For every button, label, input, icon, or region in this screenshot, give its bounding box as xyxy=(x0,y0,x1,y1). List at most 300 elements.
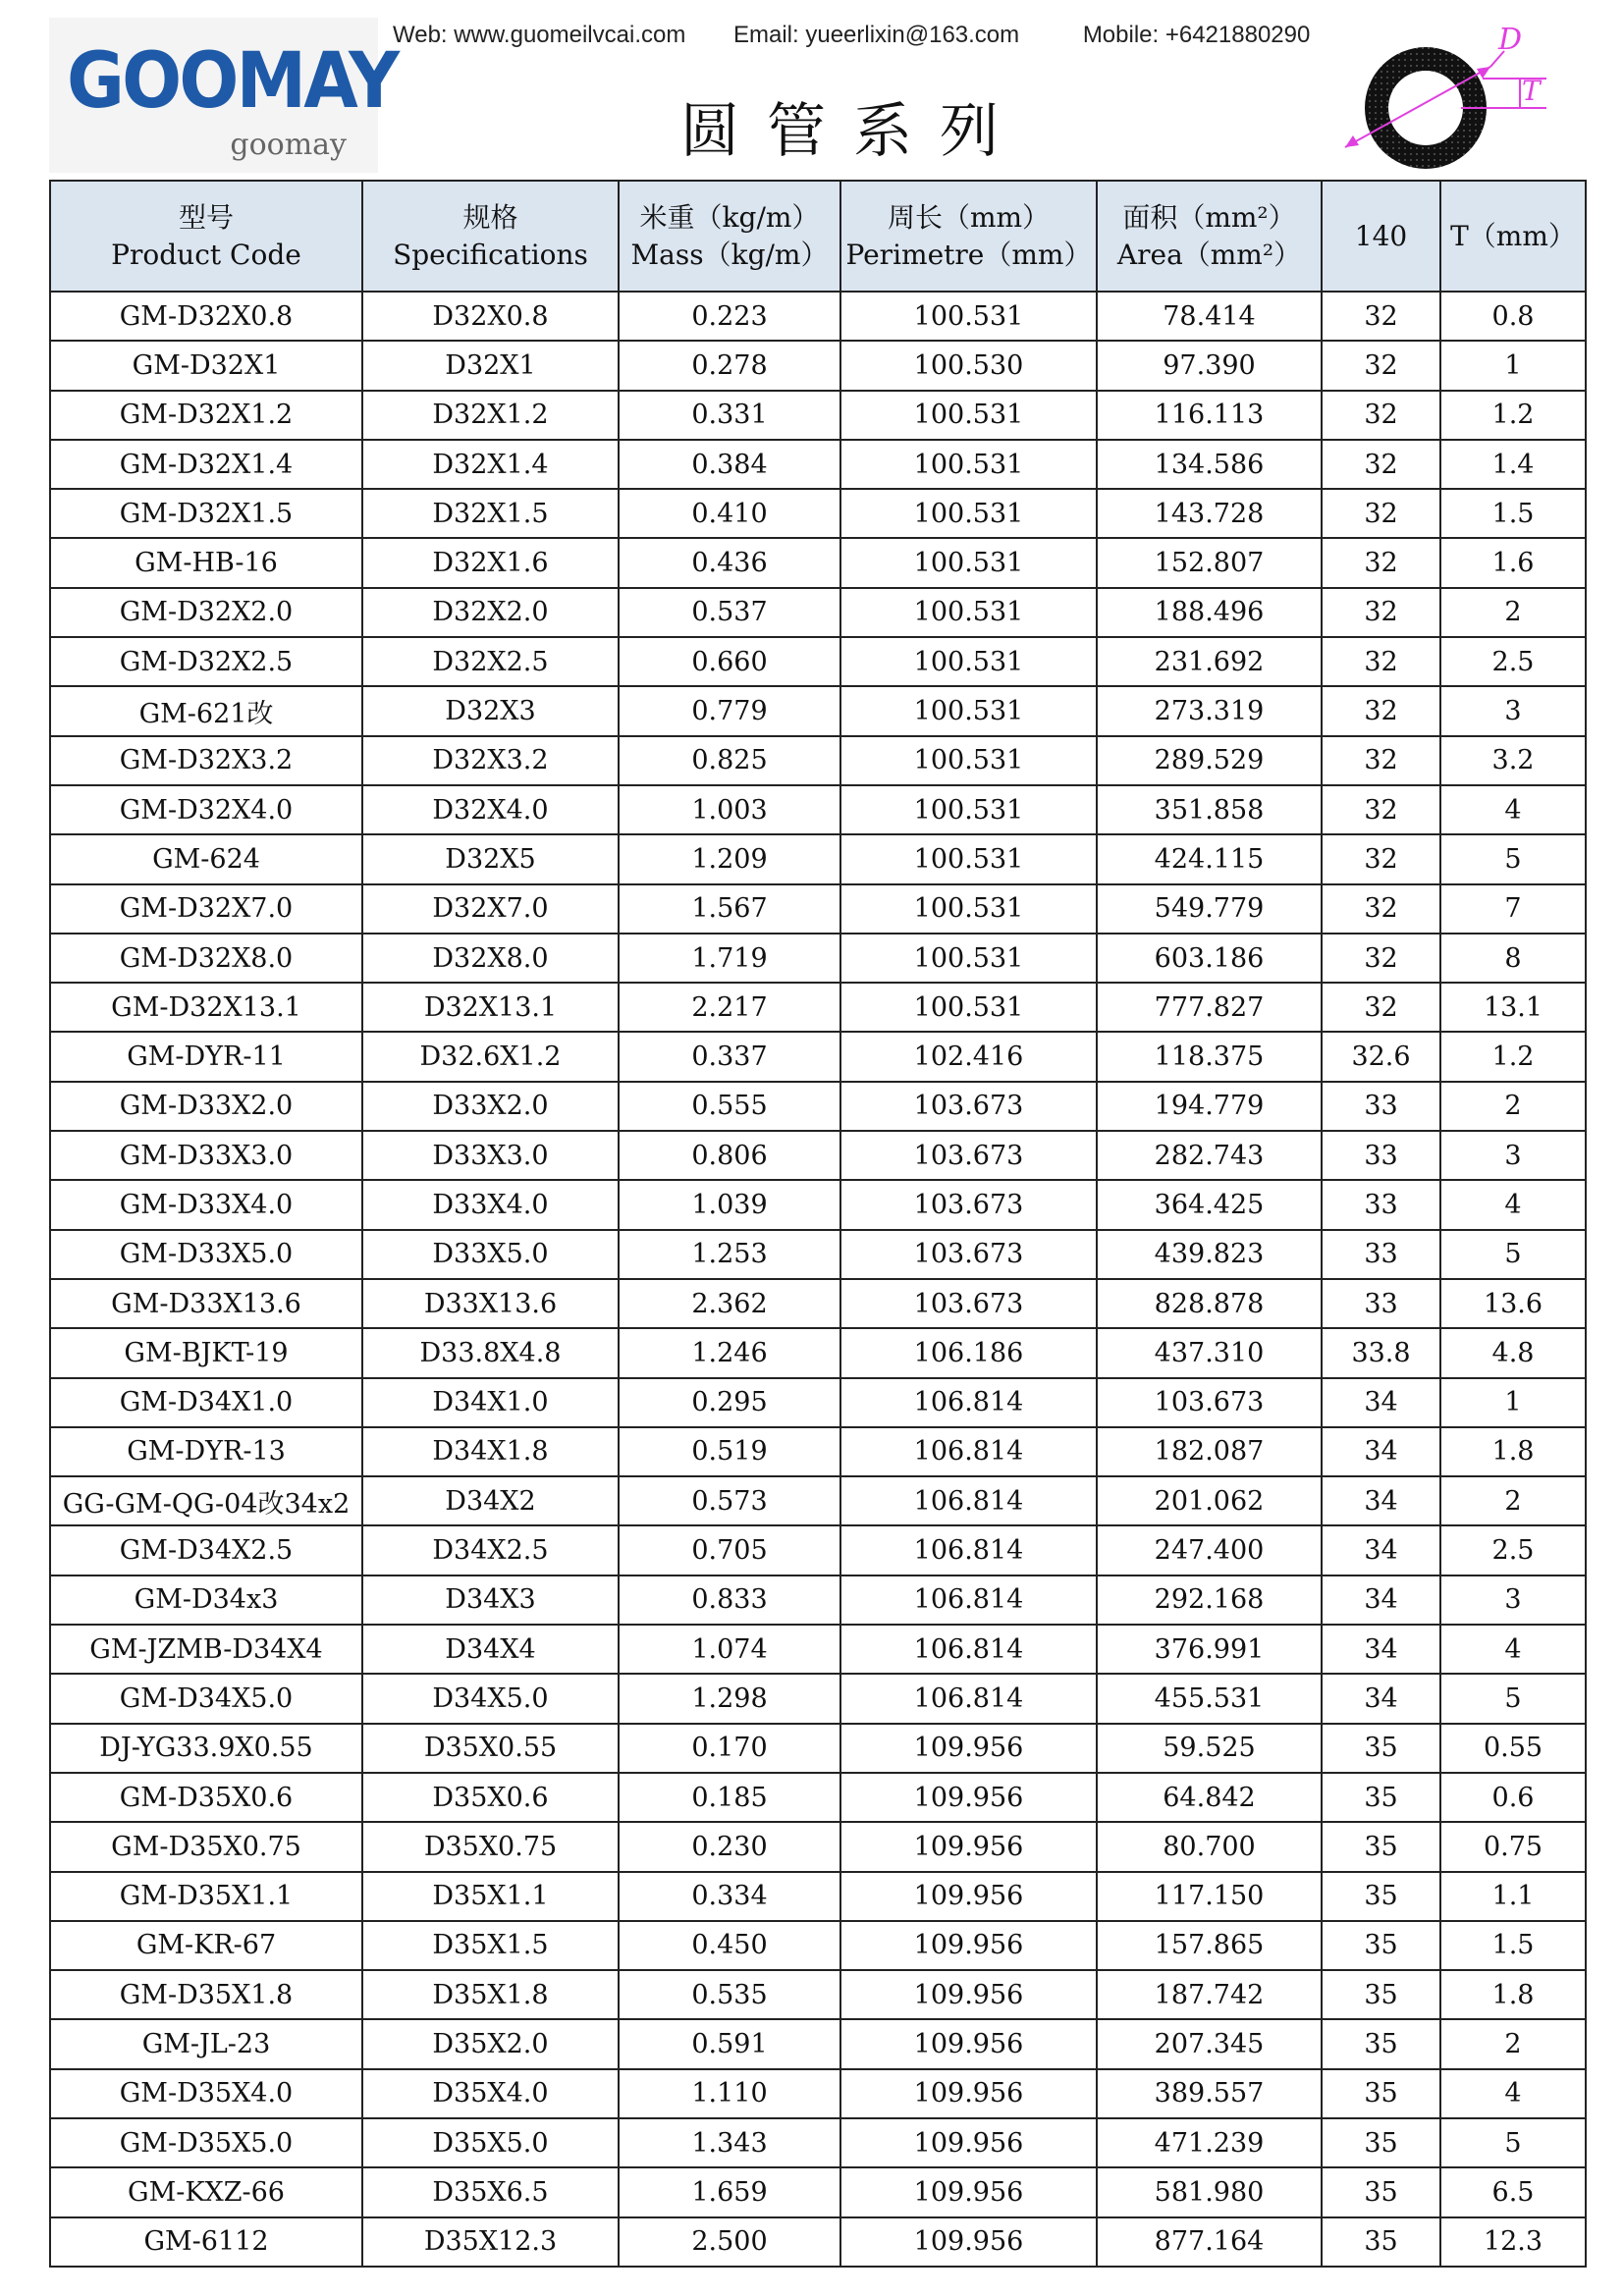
cell-area: 78.414 xyxy=(1097,292,1322,341)
cell-perimetre: 103.673 xyxy=(840,1230,1097,1279)
table-row xyxy=(50,884,1586,934)
cell-product-code: GM-D35X5.0 xyxy=(50,2118,362,2167)
table-row xyxy=(50,2118,1586,2167)
cell-specification: D34X4 xyxy=(362,1625,619,1674)
tube-spec-table xyxy=(49,180,1587,2268)
cell-diameter: 35 xyxy=(1322,1773,1440,1822)
cell-perimetre: 100.531 xyxy=(840,440,1097,489)
contact-web: Web: www.guomeilvcai.com xyxy=(393,22,686,48)
cell-mass: 0.825 xyxy=(619,736,840,785)
cell-mass: 0.833 xyxy=(619,1575,840,1625)
cell-product-code: GM-DYR-11 xyxy=(50,1032,362,1081)
cell-specification: D34X1.0 xyxy=(362,1378,619,1427)
cell-perimetre: 103.673 xyxy=(840,1082,1097,1131)
cell-perimetre: 109.956 xyxy=(840,2217,1097,2267)
cell-perimetre: 106.814 xyxy=(840,1525,1097,1575)
cell-diameter: 34 xyxy=(1322,1427,1440,1476)
cell-diameter: 33 xyxy=(1322,1082,1440,1131)
table-row xyxy=(50,834,1586,883)
cell-perimetre: 100.531 xyxy=(840,834,1097,883)
cell-perimetre: 109.956 xyxy=(840,2069,1097,2118)
header-perimetre: 周长（mm） Perimetre（mm） xyxy=(840,181,1097,292)
cell-product-code: GM-D33X13.6 xyxy=(50,1279,362,1328)
cell-mass: 1.298 xyxy=(619,1674,840,1723)
table-row xyxy=(50,736,1586,785)
tube-cross-section-diagram xyxy=(1326,10,1551,177)
cell-specification: D34X2 xyxy=(362,1476,619,1525)
cell-product-code: GM-D34X2.5 xyxy=(50,1525,362,1575)
cell-thickness: 7 xyxy=(1440,884,1586,934)
cell-mass: 0.331 xyxy=(619,391,840,440)
table-row xyxy=(50,2217,1586,2267)
cell-diameter: 33 xyxy=(1322,1279,1440,1328)
cell-thickness: 1.5 xyxy=(1440,1921,1586,1970)
cell-area: 157.865 xyxy=(1097,1921,1322,1970)
cell-product-code: GM-D32X7.0 xyxy=(50,884,362,934)
table-row xyxy=(50,934,1586,983)
contact-bar xyxy=(393,22,1310,49)
cell-diameter: 32 xyxy=(1322,736,1440,785)
cell-diameter: 34 xyxy=(1322,1674,1440,1723)
cell-specification: D32X0.8 xyxy=(362,292,619,341)
table-row xyxy=(50,1032,1586,1081)
cell-diameter: 35 xyxy=(1322,1724,1440,1773)
cell-specification: D35X0.55 xyxy=(362,1724,619,1773)
cell-product-code: GM-D32X4.0 xyxy=(50,785,362,834)
table-row xyxy=(50,1131,1586,1180)
cell-area: 455.531 xyxy=(1097,1674,1322,1723)
cell-specification: D35X0.75 xyxy=(362,1822,619,1871)
cell-thickness: 5 xyxy=(1440,1230,1586,1279)
cell-specification: D33X4.0 xyxy=(362,1180,619,1229)
cell-thickness: 2.5 xyxy=(1440,1525,1586,1575)
cell-product-code: GM-D32X1.5 xyxy=(50,489,362,538)
table-row xyxy=(50,440,1586,489)
cell-specification: D33X3.0 xyxy=(362,1131,619,1180)
cell-perimetre: 106.186 xyxy=(840,1328,1097,1377)
cell-specification: D35X12.3 xyxy=(362,2217,619,2267)
cell-thickness: 3 xyxy=(1440,1575,1586,1625)
cell-perimetre: 109.956 xyxy=(840,1970,1097,2019)
table-row xyxy=(50,2167,1586,2216)
cell-perimetre: 106.814 xyxy=(840,1575,1097,1625)
table-header-row xyxy=(50,181,1586,292)
cell-mass: 1.253 xyxy=(619,1230,840,1279)
cell-diameter: 35 xyxy=(1322,2019,1440,2068)
cell-product-code: GM-D32X3.2 xyxy=(50,736,362,785)
cell-mass: 0.185 xyxy=(619,1773,840,1822)
cell-product-code: DJ-YG33.9X0.55 xyxy=(50,1724,362,1773)
table-row xyxy=(50,1921,1586,1970)
cell-diameter: 34 xyxy=(1322,1476,1440,1525)
cell-diameter: 32 xyxy=(1322,884,1440,934)
cell-product-code: GM-D33X3.0 xyxy=(50,1131,362,1180)
cell-perimetre: 100.531 xyxy=(840,391,1097,440)
table-row xyxy=(50,1328,1586,1377)
cell-specification: D35X1.5 xyxy=(362,1921,619,1970)
table-row xyxy=(50,391,1586,440)
cell-area: 549.779 xyxy=(1097,884,1322,934)
table-row xyxy=(50,1724,1586,1773)
cell-mass: 1.003 xyxy=(619,785,840,834)
cell-perimetre: 109.956 xyxy=(840,2167,1097,2216)
cell-mass: 2.217 xyxy=(619,983,840,1032)
cell-area: 364.425 xyxy=(1097,1180,1322,1229)
cell-product-code: GM-DYR-13 xyxy=(50,1427,362,1476)
cell-thickness: 3 xyxy=(1440,1131,1586,1180)
cell-area: 439.823 xyxy=(1097,1230,1322,1279)
table-row xyxy=(50,588,1586,637)
cell-perimetre: 109.956 xyxy=(840,1773,1097,1822)
table-row xyxy=(50,538,1586,587)
cell-perimetre: 100.531 xyxy=(840,785,1097,834)
header-diameter: 140 xyxy=(1322,181,1440,292)
diameter-label: D xyxy=(1498,23,1523,57)
cell-diameter: 32 xyxy=(1322,637,1440,686)
cell-diameter: 34 xyxy=(1322,1625,1440,1674)
cell-perimetre: 100.531 xyxy=(840,637,1097,686)
table-row xyxy=(50,1625,1586,1674)
cell-specification: D35X4.0 xyxy=(362,2069,619,2118)
cell-area: 182.087 xyxy=(1097,1427,1322,1476)
page-header xyxy=(0,0,1624,177)
cell-mass: 1.719 xyxy=(619,934,840,983)
cell-specification: D33X2.0 xyxy=(362,1082,619,1131)
cell-perimetre: 109.956 xyxy=(840,2118,1097,2167)
cell-product-code: GM-D32X13.1 xyxy=(50,983,362,1032)
cell-area: 289.529 xyxy=(1097,736,1322,785)
cell-mass: 1.209 xyxy=(619,834,840,883)
cell-area: 424.115 xyxy=(1097,834,1322,883)
cell-perimetre: 100.531 xyxy=(840,292,1097,341)
cell-thickness: 0.8 xyxy=(1440,292,1586,341)
cell-thickness: 0.75 xyxy=(1440,1822,1586,1871)
table-row xyxy=(50,637,1586,686)
logo-subtext: goomay xyxy=(230,128,347,162)
cell-product-code: GM-D32X2.0 xyxy=(50,588,362,637)
cell-perimetre: 109.956 xyxy=(840,2019,1097,2068)
cell-specification: D34X1.8 xyxy=(362,1427,619,1476)
cell-mass: 1.659 xyxy=(619,2167,840,2216)
cell-mass: 0.535 xyxy=(619,1970,840,2019)
cell-product-code: GM-JL-23 xyxy=(50,2019,362,2068)
cell-mass: 0.555 xyxy=(619,1082,840,1131)
cell-specification: D32X3.2 xyxy=(362,736,619,785)
cell-perimetre: 103.673 xyxy=(840,1279,1097,1328)
table-row xyxy=(50,1082,1586,1131)
cell-perimetre: 106.814 xyxy=(840,1378,1097,1427)
header-specifications: 规格 Specifications xyxy=(362,181,619,292)
cell-specification: D32X1.5 xyxy=(362,489,619,538)
cell-diameter: 35 xyxy=(1322,1872,1440,1921)
cell-area: 134.586 xyxy=(1097,440,1322,489)
cell-product-code: GM-D33X2.0 xyxy=(50,1082,362,1131)
cell-mass: 0.334 xyxy=(619,1872,840,1921)
cell-perimetre: 106.814 xyxy=(840,1625,1097,1674)
cell-specification: D33.8X4.8 xyxy=(362,1328,619,1377)
cell-diameter: 32 xyxy=(1322,983,1440,1032)
table-row xyxy=(50,292,1586,341)
cell-diameter: 34 xyxy=(1322,1575,1440,1625)
cell-diameter: 32 xyxy=(1322,489,1440,538)
cell-thickness: 1.1 xyxy=(1440,1872,1586,1921)
cell-perimetre: 100.531 xyxy=(840,934,1097,983)
table-row xyxy=(50,1279,1586,1328)
cell-mass: 0.384 xyxy=(619,440,840,489)
cell-product-code: GM-D35X1.8 xyxy=(50,1970,362,2019)
cell-specification: D33X5.0 xyxy=(362,1230,619,1279)
cell-mass: 1.074 xyxy=(619,1625,840,1674)
logo-wordmark: GOOMAY xyxy=(67,37,398,126)
cell-area: 877.164 xyxy=(1097,2217,1322,2267)
cell-perimetre: 100.531 xyxy=(840,736,1097,785)
cell-diameter: 35 xyxy=(1322,2167,1440,2216)
table-row xyxy=(50,1180,1586,1229)
cell-thickness: 2 xyxy=(1440,2019,1586,2068)
cell-mass: 0.230 xyxy=(619,1822,840,1871)
cell-diameter: 32.6 xyxy=(1322,1032,1440,1081)
cell-specification: D32X2.0 xyxy=(362,588,619,637)
header-product-code: 型号 Product Code xyxy=(50,181,362,292)
cell-product-code: GM-D35X0.6 xyxy=(50,1773,362,1822)
cell-perimetre: 109.956 xyxy=(840,1724,1097,1773)
cell-mass: 0.278 xyxy=(619,341,840,390)
cell-diameter: 35 xyxy=(1322,2069,1440,2118)
cell-thickness: 1 xyxy=(1440,341,1586,390)
table-row xyxy=(50,785,1586,834)
header-mass: 米重（kg/m） Mass（kg/m） xyxy=(619,181,840,292)
cell-perimetre: 102.416 xyxy=(840,1032,1097,1081)
cell-thickness: 1.2 xyxy=(1440,391,1586,440)
cell-product-code: GG-GM-QG-04改34x2 xyxy=(50,1476,362,1525)
cell-specification: D32X8.0 xyxy=(362,934,619,983)
cell-thickness: 5 xyxy=(1440,1674,1586,1723)
header-area: 面积（mm²） Area（mm²） xyxy=(1097,181,1322,292)
cell-mass: 0.705 xyxy=(619,1525,840,1575)
cell-mass: 0.436 xyxy=(619,538,840,587)
table-row xyxy=(50,1230,1586,1279)
cell-mass: 0.295 xyxy=(619,1378,840,1427)
cell-perimetre: 109.956 xyxy=(840,1872,1097,1921)
cell-mass: 1.343 xyxy=(619,2118,840,2167)
cell-area: 273.319 xyxy=(1097,686,1322,735)
cell-mass: 0.660 xyxy=(619,637,840,686)
cell-specification: D32.6X1.2 xyxy=(362,1032,619,1081)
cell-thickness: 4 xyxy=(1440,2069,1586,2118)
cell-product-code: GM-D32X1 xyxy=(50,341,362,390)
cell-product-code: GM-HB-16 xyxy=(50,538,362,587)
cell-mass: 0.450 xyxy=(619,1921,840,1970)
cell-perimetre: 100.531 xyxy=(840,588,1097,637)
cell-product-code: GM-KXZ-66 xyxy=(50,2167,362,2216)
cell-perimetre: 100.531 xyxy=(840,489,1097,538)
cell-mass: 0.591 xyxy=(619,2019,840,2068)
cell-product-code: GM-D32X1.4 xyxy=(50,440,362,489)
cell-perimetre: 100.531 xyxy=(840,983,1097,1032)
cell-diameter: 35 xyxy=(1322,2118,1440,2167)
cell-specification: D32X1.2 xyxy=(362,391,619,440)
cell-thickness: 2 xyxy=(1440,1476,1586,1525)
cell-mass: 1.246 xyxy=(619,1328,840,1377)
cell-mass: 1.110 xyxy=(619,2069,840,2118)
cell-diameter: 33.8 xyxy=(1322,1328,1440,1377)
cell-area: 194.779 xyxy=(1097,1082,1322,1131)
cell-product-code: GM-D32X2.5 xyxy=(50,637,362,686)
cell-area: 59.525 xyxy=(1097,1724,1322,1773)
cell-product-code: GM-6112 xyxy=(50,2217,362,2267)
cell-thickness: 1.8 xyxy=(1440,1970,1586,2019)
cell-diameter: 32 xyxy=(1322,391,1440,440)
cell-mass: 0.337 xyxy=(619,1032,840,1081)
table-row xyxy=(50,1970,1586,2019)
table-body xyxy=(50,292,1586,2267)
cell-diameter: 35 xyxy=(1322,1970,1440,2019)
cell-perimetre: 103.673 xyxy=(840,1131,1097,1180)
cell-diameter: 35 xyxy=(1322,1822,1440,1871)
cell-area: 351.858 xyxy=(1097,785,1322,834)
contact-mobile: Mobile: +6421880290 xyxy=(1082,22,1311,48)
cell-thickness: 2.5 xyxy=(1440,637,1586,686)
page-title: 圆管系列 xyxy=(680,97,1026,166)
cell-area: 231.692 xyxy=(1097,637,1322,686)
cell-area: 103.673 xyxy=(1097,1378,1322,1427)
cell-area: 118.375 xyxy=(1097,1032,1322,1081)
cell-diameter: 32 xyxy=(1322,588,1440,637)
cell-thickness: 0.55 xyxy=(1440,1724,1586,1773)
cell-perimetre: 106.814 xyxy=(840,1476,1097,1525)
table-row xyxy=(50,686,1586,735)
cell-diameter: 35 xyxy=(1322,1921,1440,1970)
cell-thickness: 4 xyxy=(1440,1625,1586,1674)
cell-area: 64.842 xyxy=(1097,1773,1322,1822)
cell-area: 207.345 xyxy=(1097,2019,1322,2068)
cell-product-code: GM-621改 xyxy=(50,686,362,735)
cell-mass: 0.806 xyxy=(619,1131,840,1180)
cell-thickness: 2 xyxy=(1440,1082,1586,1131)
cell-mass: 0.410 xyxy=(619,489,840,538)
cell-diameter: 32 xyxy=(1322,538,1440,587)
cell-perimetre: 100.531 xyxy=(840,686,1097,735)
table-row xyxy=(50,1674,1586,1723)
cell-area: 581.980 xyxy=(1097,2167,1322,2216)
cell-thickness: 2 xyxy=(1440,588,1586,637)
header-thickness: T（mm） xyxy=(1440,181,1586,292)
table-row xyxy=(50,1476,1586,1525)
cell-thickness: 3.2 xyxy=(1440,736,1586,785)
cell-product-code: GM-D32X8.0 xyxy=(50,934,362,983)
cell-area: 247.400 xyxy=(1097,1525,1322,1575)
cell-specification: D35X6.5 xyxy=(362,2167,619,2216)
cell-diameter: 32 xyxy=(1322,292,1440,341)
cell-diameter: 32 xyxy=(1322,341,1440,390)
cell-area: 152.807 xyxy=(1097,538,1322,587)
table-row xyxy=(50,1822,1586,1871)
cell-area: 201.062 xyxy=(1097,1476,1322,1525)
cell-diameter: 34 xyxy=(1322,1378,1440,1427)
cell-product-code: GM-JZMB-D34X4 xyxy=(50,1625,362,1674)
cell-area: 117.150 xyxy=(1097,1872,1322,1921)
cell-specification: D32X7.0 xyxy=(362,884,619,934)
cell-thickness: 1.4 xyxy=(1440,440,1586,489)
cell-area: 471.239 xyxy=(1097,2118,1322,2167)
cell-diameter: 32 xyxy=(1322,834,1440,883)
cell-area: 116.113 xyxy=(1097,391,1322,440)
cell-mass: 2.500 xyxy=(619,2217,840,2267)
cell-perimetre: 100.531 xyxy=(840,538,1097,587)
cell-mass: 0.223 xyxy=(619,292,840,341)
cell-mass: 0.537 xyxy=(619,588,840,637)
company-logo xyxy=(49,18,398,173)
table-row xyxy=(50,1872,1586,1921)
table-row xyxy=(50,341,1586,390)
cell-thickness: 5 xyxy=(1440,834,1586,883)
cell-specification: D32X3 xyxy=(362,686,619,735)
cell-mass: 0.779 xyxy=(619,686,840,735)
cell-product-code: GM-D35X4.0 xyxy=(50,2069,362,2118)
cell-mass: 0.519 xyxy=(619,1427,840,1476)
cell-product-code: GM-D32X1.2 xyxy=(50,391,362,440)
cell-specification: D33X13.6 xyxy=(362,1279,619,1328)
cell-diameter: 33 xyxy=(1322,1180,1440,1229)
cell-diameter: 33 xyxy=(1322,1230,1440,1279)
cell-thickness: 1.8 xyxy=(1440,1427,1586,1476)
table-row xyxy=(50,489,1586,538)
table-row xyxy=(50,1575,1586,1625)
cell-specification: D34X3 xyxy=(362,1575,619,1625)
cell-specification: D35X1.1 xyxy=(362,1872,619,1921)
cell-product-code: GM-D34x3 xyxy=(50,1575,362,1625)
cell-specification: D32X5 xyxy=(362,834,619,883)
cell-product-code: GM-BJKT-19 xyxy=(50,1328,362,1377)
cell-thickness: 12.3 xyxy=(1440,2217,1586,2267)
cell-thickness: 13.6 xyxy=(1440,1279,1586,1328)
cell-area: 143.728 xyxy=(1097,489,1322,538)
cell-area: 282.743 xyxy=(1097,1131,1322,1180)
cell-specification: D32X1.6 xyxy=(362,538,619,587)
cell-product-code: GM-D35X1.1 xyxy=(50,1872,362,1921)
cell-area: 376.991 xyxy=(1097,1625,1322,1674)
cell-specification: D32X1 xyxy=(362,341,619,390)
cell-diameter: 32 xyxy=(1322,686,1440,735)
cell-area: 603.186 xyxy=(1097,934,1322,983)
cell-diameter: 34 xyxy=(1322,1525,1440,1575)
cell-diameter: 32 xyxy=(1322,785,1440,834)
cell-perimetre: 109.956 xyxy=(840,1921,1097,1970)
cell-specification: D35X0.6 xyxy=(362,1773,619,1822)
cell-thickness: 6.5 xyxy=(1440,2167,1586,2216)
cell-thickness: 1.5 xyxy=(1440,489,1586,538)
cell-mass: 0.170 xyxy=(619,1724,840,1773)
cell-specification: D35X5.0 xyxy=(362,2118,619,2167)
cell-thickness: 4.8 xyxy=(1440,1328,1586,1377)
cell-thickness: 13.1 xyxy=(1440,983,1586,1032)
cell-thickness: 1.2 xyxy=(1440,1032,1586,1081)
cell-product-code: GM-D35X0.75 xyxy=(50,1822,362,1871)
cell-thickness: 4 xyxy=(1440,785,1586,834)
table-row xyxy=(50,2069,1586,2118)
cell-diameter: 32 xyxy=(1322,934,1440,983)
cell-perimetre: 106.814 xyxy=(840,1427,1097,1476)
cell-specification: D32X13.1 xyxy=(362,983,619,1032)
cell-area: 80.700 xyxy=(1097,1822,1322,1871)
cell-product-code: GM-D33X4.0 xyxy=(50,1180,362,1229)
cell-mass: 1.567 xyxy=(619,884,840,934)
contact-email: Email: yueerlixin@163.com xyxy=(733,22,1020,48)
cell-area: 97.390 xyxy=(1097,341,1322,390)
cell-perimetre: 106.814 xyxy=(840,1674,1097,1723)
cell-perimetre: 100.531 xyxy=(840,884,1097,934)
cell-specification: D35X2.0 xyxy=(362,2019,619,2068)
